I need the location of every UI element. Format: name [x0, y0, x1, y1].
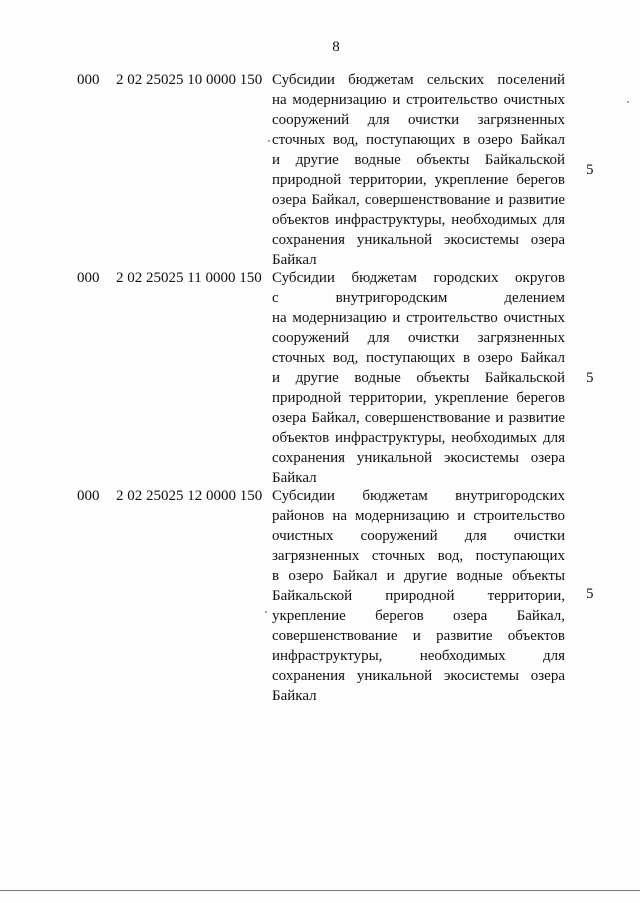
page-number: 8 — [332, 39, 340, 55]
income-description — [272, 70, 565, 270]
income-description — [272, 268, 565, 488]
description-line: озера Байкал, совершенствование и развитие — [272, 410, 565, 426]
budget-classification-code: 2 02 25025 12 0000 150 — [116, 488, 263, 504]
description-line: Субсидии бюджетам сельских поселений — [272, 72, 565, 88]
description-line: сточных вод, поступающих в озеро Байкал — [272, 132, 565, 148]
description-line: сооружений для очистки загрязненных — [272, 330, 565, 346]
description-line: Субсидии бюджетам городских округов — [272, 270, 565, 286]
description-line: природной территории, укрепление берегов — [272, 390, 565, 406]
description-line: с внутригородским делением — [272, 290, 565, 306]
description-line: на модернизацию и строительство очистных — [272, 92, 565, 108]
description-line: загрязненных сточных вод, поступающих — [272, 548, 565, 564]
margin-mark: 5 — [586, 370, 594, 386]
budget-classification-code: 2 02 25025 10 0000 150 — [116, 72, 263, 88]
scan-speck — [268, 140, 270, 142]
description-line: Субсидии бюджетам внутригородских — [272, 488, 565, 504]
admin-code: 000 — [77, 270, 100, 286]
description-line: сточных вод, поступающих в озеро Байкал — [272, 350, 565, 366]
description-line: объектов инфраструктуры, необходимых для — [272, 212, 565, 228]
scan-edge-line — [0, 890, 640, 891]
description-line: совершенствование и развитие объектов — [272, 628, 565, 644]
description-line: Байкал — [272, 470, 317, 486]
description-line: озера Байкал, совершенствование и развитие — [272, 192, 565, 208]
description-line: сооружений для очистки загрязненных — [272, 112, 565, 128]
description-line: сохранения уникальной экосистемы озера — [272, 232, 565, 248]
description-line: и другие водные объекты Байкальской — [272, 370, 565, 386]
description-line: сохранения уникальной экосистемы озера — [272, 668, 565, 684]
margin-mark: 5 — [586, 586, 594, 602]
description-line: инфраструктуры, необходимых для — [272, 648, 565, 664]
description-line: на модернизацию и строительство очистных — [272, 310, 565, 326]
scan-speck — [627, 101, 629, 103]
description-line: очистных сооружений для очистки — [272, 528, 565, 544]
description-line: объектов инфраструктуры, необходимых для — [272, 430, 565, 446]
description-line: и другие водные объекты Байкальской — [272, 152, 565, 168]
description-line: районов на модернизацию и строительство — [272, 508, 565, 524]
description-line: сохранения уникальной экосистемы озера — [272, 450, 565, 466]
description-line: укрепление берегов озера Байкал, — [272, 608, 565, 624]
admin-code: 000 — [77, 488, 100, 504]
budget-classification-code: 2 02 25025 11 0000 150 — [116, 270, 262, 286]
description-line: Байкал — [272, 252, 317, 268]
margin-mark: 5 — [586, 162, 594, 178]
scan-speck — [265, 611, 267, 613]
description-line: Байкал — [272, 688, 317, 704]
description-line: в озеро Байкал и другие водные объекты — [272, 568, 565, 584]
description-line: природной территории, укрепление берегов — [272, 172, 565, 188]
admin-code: 000 — [77, 72, 100, 88]
income-description — [272, 486, 565, 706]
description-line: Байкальской природной территории, — [272, 588, 565, 604]
